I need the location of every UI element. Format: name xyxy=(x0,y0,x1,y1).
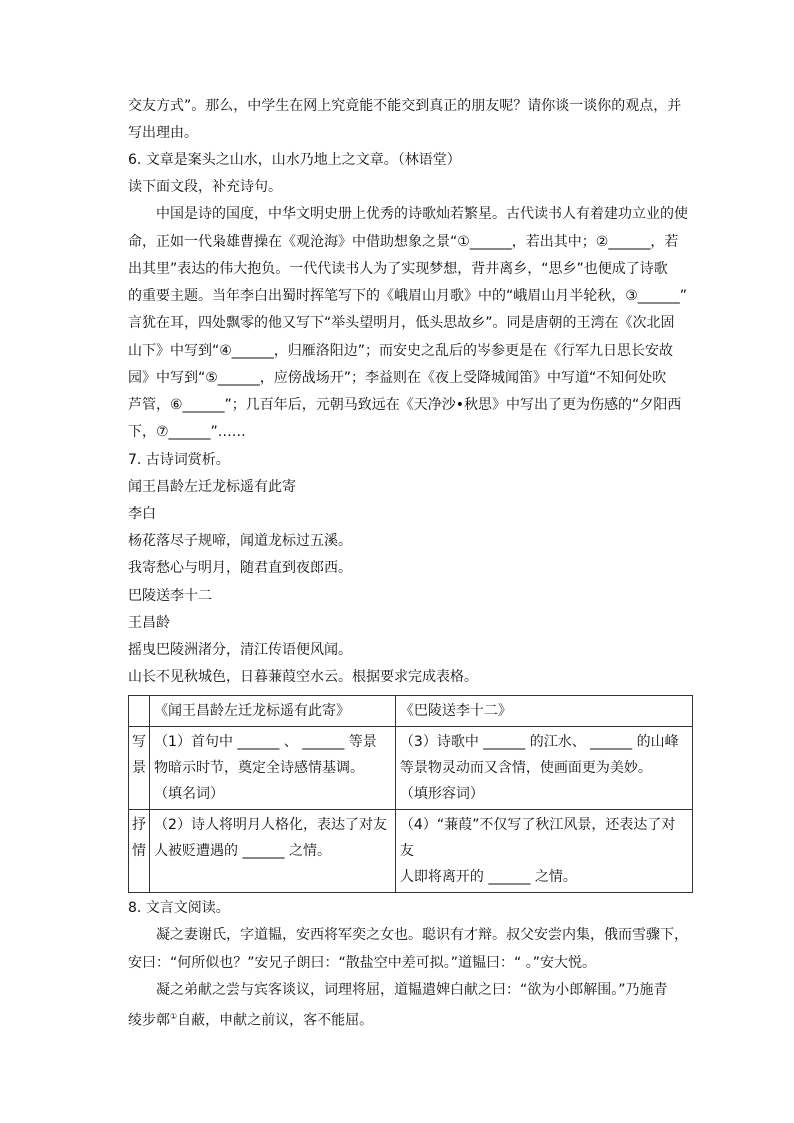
poem2-line-2: 山长不见秋城色，日暮蒹葭空水云。根据要求完成表格。 xyxy=(128,669,478,685)
q5-text-line-2: 写出理由。 xyxy=(128,125,198,141)
cell-line: 物暗示时节，奠定全诗感情基调。 xyxy=(154,760,365,776)
q8-paragraph-2-line-1: 凝之弟献之尝与宾客谈议，词理将屈，道韫遣婢白献之曰：“欲为小郎解围。”乃施青 xyxy=(156,982,668,998)
cell-emotion-poem2 xyxy=(395,810,692,893)
q6-title: 6. 文章是案头之山水，山水乃地上之文章。（林语堂） xyxy=(128,152,461,168)
table-header-poem2: 《巴陵送李十二》 xyxy=(395,696,692,727)
footnote-marker: ① xyxy=(170,1012,178,1021)
poem2-author: 王昌龄 xyxy=(128,615,170,631)
cell-line: 人被贬遭遇的 ______ 之情。 xyxy=(154,843,331,859)
q8-paragraph-2-line-2 xyxy=(128,1007,373,1027)
row-label-scenery xyxy=(129,727,150,810)
q8-title: 8. 文言文阅读。 xyxy=(128,900,230,916)
cell-line: （填形容词） xyxy=(399,786,484,802)
q7-title: 7. 古诗词赏析。 xyxy=(128,452,230,468)
cell-line: （填名词） xyxy=(154,786,225,802)
q5-text-line-1: 交友方式”。那么，中学生在网上究竟能不能交到真正的朋友呢？请你谈一谈你的观点，并 xyxy=(128,98,682,114)
cell-line: （2）诗人将明月人格化，表达了对友 xyxy=(154,817,387,833)
poem2-line-1: 摇曳巴陵洲渚分，清江传语便风闻。 xyxy=(128,642,352,658)
table-header-poem1: 《闻王昌龄左迁龙标遥有此寄》 xyxy=(150,696,396,727)
cell-line: （4）“蒹葭”不仅写了秋江风景，还表达了对友 xyxy=(399,817,676,859)
cell-scenery-poem2 xyxy=(395,727,692,810)
cell-line: （3）诗歌中 ______ 的江水、 ______ 的山峰 xyxy=(399,734,679,750)
q6-paragraph-line: 命，正如一代枭雄曹操在《观沧海》中借助想象之景“①______，若出其中；②______，若 xyxy=(128,234,679,250)
q6-instruction: 读下面文段，补充诗句。 xyxy=(128,179,282,195)
table-corner-cell xyxy=(129,696,150,727)
row-label-emotion xyxy=(129,810,150,893)
cell-emotion-poem1 xyxy=(150,810,396,893)
q6-paragraph-line: 出其里”表达的伟大抱负。一代代读书人为了实现梦想，背井离乡，“思乡”也便成了诗歌 xyxy=(128,261,668,277)
q6-paragraph-line: 的重要主题。当年李白出蜀时挥笔写下的《峨眉山月歌》中的“峨眉山月半轮秋，③______” xyxy=(128,288,688,304)
q6-paragraph-line: 园》中写到“⑤______，应傍战场开”；李益则在《夜上受降城闻笛》中写道“不知何处吹 xyxy=(128,370,667,386)
q8-paragraph-1-line-2: 安曰：“何所似也？”安兄子朗曰：“散盐空中差可拟。”道韫曰：“ 。”安大悦。 xyxy=(128,955,596,971)
q8-text: 自蔽，申献之前议，客不能屈。 xyxy=(177,1012,374,1029)
table-header-row xyxy=(129,696,693,727)
appreciation-table xyxy=(128,695,693,893)
table-row-emotion xyxy=(129,810,693,893)
q8-paragraph-1-line-1: 凝之妻谢氏，字道韫，安西将军奕之女也。聪识有才辩。叔父安尝内集，俄而雪骤下， xyxy=(156,927,688,943)
q6-paragraph-line: 芦管，⑥______”；几百年后，元朝马致远在《天净沙•秋思》中写出了更为伤感的“夕阳西 xyxy=(128,397,682,413)
row-label-char: 写 xyxy=(132,734,147,750)
row-label-char: 景 xyxy=(132,760,147,776)
poem2-title: 巴陵送李十二 xyxy=(128,588,212,604)
cell-line: （1）首句中 ______ 、 ______ 等景 xyxy=(154,734,377,750)
poem1-line-2: 我寄愁心与明月，随君直到夜郎西。 xyxy=(128,560,352,576)
q6-paragraph-line: 言犹在耳，四处飘零的他又写下“举头望明月，低头思故乡”。同是唐朝的王湾在《次北固 xyxy=(128,315,675,331)
row-label-char: 抒 xyxy=(132,817,147,833)
cell-line: 等景物灵动而又含情，使画面更为美妙。 xyxy=(399,760,652,776)
q6-paragraph-line: 下，⑦______”…… xyxy=(128,424,246,440)
poem1-title: 闻王昌龄左迁龙标遥有此寄 xyxy=(128,479,296,495)
poem1-author: 李白 xyxy=(128,506,156,522)
row-label-char: 情 xyxy=(132,843,147,859)
q6-paragraph-line: 山下》中写到“④______，归雁洛阳边”；而安史之乱后的岑参更是在《行军九日思长安故 xyxy=(128,343,674,359)
cell-line: 人即将离开的 ______ 之情。 xyxy=(399,869,577,885)
q6-paragraph-line: 中国是诗的国度，中华文明史册上优秀的诗歌灿若繁星。古代读书人有着建功立业的使 xyxy=(156,206,688,222)
table-row-scenery xyxy=(129,727,693,810)
q8-text: 绫步鄣 xyxy=(128,1012,170,1029)
poem1-line-1: 杨花落尽子规啼，闻道龙标过五溪。 xyxy=(128,533,352,549)
cell-scenery-poem1 xyxy=(150,727,396,810)
